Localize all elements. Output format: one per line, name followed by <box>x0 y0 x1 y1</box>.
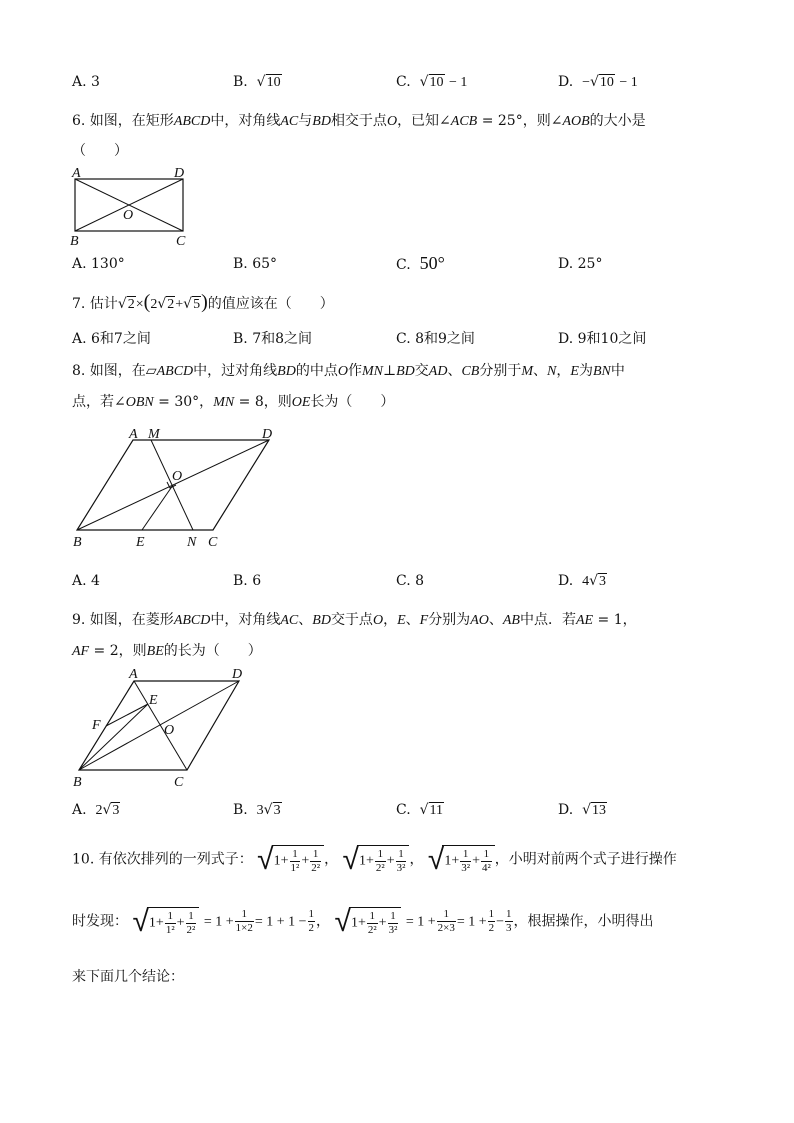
q7-option-c <box>396 328 475 348</box>
fraction <box>186 910 197 936</box>
q7-radicand: 2 <box>127 297 135 312</box>
q9-option-a <box>72 802 120 819</box>
label-b: B <box>70 234 79 249</box>
q9-option-c <box>396 802 444 818</box>
segment-mn <box>151 440 193 530</box>
q5-option-d-tail: − 1 <box>619 75 638 90</box>
q8-option-b <box>233 573 261 589</box>
q7-times: × <box>135 297 144 312</box>
q6-option-b-text: B. 65° <box>233 256 278 272</box>
q9-option-c-label: C. <box>396 802 411 818</box>
q8-var: BN <box>592 364 611 379</box>
q6-stem-text: ，已知∠ <box>397 113 451 129</box>
sqrt-icon: √ <box>256 74 266 90</box>
q10-plus: + <box>451 853 460 869</box>
q9-stem-line1 <box>72 609 637 629</box>
q8-var: N <box>547 364 557 379</box>
q8-option-d <box>558 573 607 590</box>
q10-eq: = 1 + <box>203 914 234 930</box>
q8-var: BD <box>277 364 296 379</box>
sqrt-icon: √ <box>590 74 599 90</box>
q9-option-a-coef: 2 <box>95 803 103 818</box>
numerator: 1 <box>186 910 197 924</box>
q7-option-c-text: C. 8和9之间 <box>396 331 475 347</box>
q8-text: 点，若∠ <box>72 394 126 410</box>
fraction <box>505 908 513 934</box>
q9-var: AF <box>72 644 90 659</box>
sqrt-icon: √ <box>342 842 359 877</box>
fraction <box>235 908 254 934</box>
numerator: 1 <box>375 848 386 862</box>
q8-text: 中 <box>610 363 625 379</box>
q10-text: ，小明对前两个式子进行操作 <box>494 851 677 868</box>
denominator: 3 <box>506 922 512 934</box>
denominator: 2² <box>375 861 385 874</box>
q5-option-a-text: A. 3 <box>72 74 100 90</box>
q6-stem-text: 中，对角线 <box>210 113 281 129</box>
denominator: 2 <box>308 922 315 934</box>
q10-text: 来下面几个结论： <box>72 969 184 985</box>
q9-var: F <box>419 613 429 628</box>
q10-expr-1 <box>132 904 199 939</box>
label-c: C <box>174 775 184 790</box>
q10-plus: + <box>366 853 374 869</box>
numerator: 1 <box>506 908 512 921</box>
fraction <box>388 910 399 936</box>
q9-var: AO <box>470 613 489 628</box>
left-paren-icon: ( <box>143 291 151 313</box>
q9-text: 、 <box>298 612 313 628</box>
q6-option-c-label: C. <box>396 257 411 273</box>
q8-text: 为 <box>578 363 593 379</box>
label-b: B <box>73 535 82 550</box>
q8-text: 、 <box>533 363 548 379</box>
sqrt-icon: √ <box>582 802 592 818</box>
fraction <box>310 848 321 874</box>
fraction <box>488 908 496 934</box>
q8-text: 8. 如图，在 <box>72 363 146 379</box>
q8-var: BD <box>396 364 415 379</box>
q5-option-d-radicand: 10 <box>599 75 614 90</box>
fraction <box>437 908 456 934</box>
sqrt-icon: √ <box>427 842 445 877</box>
fraction <box>290 848 301 874</box>
fraction <box>308 908 316 934</box>
fraction <box>396 848 407 874</box>
q6-rectangle-figure <box>66 163 196 249</box>
q8-var: OBN <box>125 395 154 410</box>
q5-option-a <box>72 74 100 90</box>
q8-var: ABCD <box>156 364 194 379</box>
denominator: 1² <box>165 923 175 936</box>
q10-eq: = 1 + 1 − <box>254 914 307 930</box>
q6-paren-text: （ ） <box>72 143 128 159</box>
q10-text: 时发现： <box>72 913 128 930</box>
numerator: 1 <box>310 848 321 862</box>
q9-var: O <box>372 613 384 628</box>
q10-one: 1 <box>359 853 366 869</box>
q9-option-d-label: D. <box>558 802 574 818</box>
q9-option-b-radicand: 3 <box>273 803 281 818</box>
q8-stem-line2 <box>72 391 394 411</box>
numerator: 1 <box>396 848 407 862</box>
numerator: 1 <box>308 908 315 921</box>
q7-stem-text: 的值应该在（ ） <box>207 296 334 312</box>
q9-text: 分别为 <box>428 612 471 628</box>
fraction <box>367 910 378 936</box>
q6-stem-var: ABCD <box>173 114 211 129</box>
q10-expr-2 <box>334 904 401 939</box>
q9-text: 交于点 <box>330 612 373 628</box>
label-d: D <box>232 667 243 682</box>
q6-stem-text: 与 <box>298 113 313 129</box>
q8-parallelogram-figure <box>68 422 288 552</box>
q10-one: 1 <box>350 915 358 931</box>
q10-expr-3 <box>428 842 495 877</box>
q10-plus: + <box>378 915 387 931</box>
diagonal-ac <box>134 681 187 770</box>
label-d: D <box>174 166 185 181</box>
q5-option-b-label: B. <box>233 74 248 90</box>
q7-option-d-text: D. 9和10之间 <box>558 331 647 347</box>
q8-text: 作 <box>347 363 362 379</box>
q10-one: 1 <box>148 915 156 931</box>
q9-var: BE <box>146 644 164 659</box>
numerator: 1 <box>437 908 456 922</box>
q6-option-d <box>558 256 602 272</box>
q9-text: = 1， <box>593 612 637 628</box>
denominator: 3² <box>388 923 398 936</box>
q7-plus: + <box>175 297 184 312</box>
q10-one: 1 <box>273 853 281 869</box>
q9-text: 的长为（ ） <box>163 643 262 659</box>
numerator: 1 <box>460 848 471 862</box>
q9-option-d-radicand: 13 <box>592 803 607 818</box>
label-e: E <box>136 535 145 550</box>
q5-option-d <box>558 74 638 91</box>
q8-var: MN <box>213 395 235 410</box>
label-m: M <box>148 427 160 442</box>
q7-option-a <box>72 328 151 348</box>
q10-plus: + <box>176 915 185 931</box>
q5-option-b <box>233 74 282 90</box>
q9-rhombus-figure <box>68 664 258 792</box>
q9-text: 、 <box>405 612 420 628</box>
numerator: 1 <box>235 908 254 922</box>
q6-option-c <box>396 253 445 274</box>
q8-option-d-radicand: 3 <box>599 574 607 589</box>
q7-stem-text: 7. 估计 <box>72 296 118 312</box>
fraction <box>481 848 492 874</box>
label-a: A <box>129 427 138 442</box>
sqrt-icon: √ <box>334 904 351 939</box>
sqrt-icon: √ <box>257 842 274 877</box>
q10-one: 1 <box>444 853 452 869</box>
q9-text: 中点．若 <box>519 612 576 628</box>
q9-option-a-radicand: 3 <box>112 803 120 818</box>
q9-text: 9. 如图，在菱形 <box>72 612 174 628</box>
q8-var: O <box>337 364 348 379</box>
sqrt-icon: √ <box>419 74 429 90</box>
denominator: 4² <box>481 861 491 874</box>
q10-stem-line1 <box>72 842 677 877</box>
denominator: 2×3 <box>437 922 455 934</box>
q9-option-c-radicand: 11 <box>429 803 443 818</box>
q8-option-a-text: A. 4 <box>72 573 100 589</box>
q6-stem-var: O <box>386 114 398 129</box>
q9-option-b-label: B. <box>233 802 248 818</box>
q5-option-c <box>396 74 467 91</box>
q6-stem-var: ACB <box>450 114 478 129</box>
denominator: 2 <box>488 922 495 934</box>
q9-option-a-label: A. <box>72 802 87 818</box>
q5-option-c-label: C. <box>396 74 411 90</box>
numerator: 1 <box>388 910 399 924</box>
denominator: 1² <box>290 861 300 874</box>
q9-var: AB <box>502 613 520 628</box>
q8-text: 分别于 <box>479 363 522 379</box>
q10-text: 10. 有依次排列的一列式子： <box>72 851 253 868</box>
denominator: 2² <box>311 861 321 874</box>
q6-stem-var: AOB <box>562 114 590 129</box>
numerator: 1 <box>367 910 378 924</box>
q10-eq: = 1 + <box>405 914 436 930</box>
q10-stem-line2 <box>72 904 654 939</box>
fraction <box>375 848 386 874</box>
q5-option-c-tail: − 1 <box>448 75 468 90</box>
q8-var: M <box>521 364 534 379</box>
q8-option-b-text: B. 6 <box>233 573 262 589</box>
q6-stem-text: 6. 如图，在矩形 <box>72 113 174 129</box>
sqrt-icon: √ <box>157 296 167 312</box>
q10-eq: = 1 + <box>456 914 487 930</box>
q8-option-d-label: D. <box>558 573 574 589</box>
numerator: 1 <box>165 910 176 924</box>
q6-stem-text: = 25°，则∠ <box>477 113 563 129</box>
q10-plus: + <box>472 853 480 869</box>
q8-text: 的中点 <box>295 363 338 379</box>
denominator: 1×2 <box>235 922 253 934</box>
denominator: 3² <box>396 861 406 874</box>
q6-option-c-value: 50° <box>419 253 445 273</box>
diagonal-bd <box>79 681 239 770</box>
q8-option-c-text: C. 8 <box>396 573 425 589</box>
label-d: D <box>262 427 273 442</box>
q8-text: 交 <box>414 363 429 379</box>
sqrt-icon: √ <box>589 573 599 589</box>
q5-option-d-minus: − <box>582 75 590 90</box>
label-f: F <box>92 718 101 733</box>
q7-option-d <box>558 328 646 348</box>
q6-option-d-text: D. 25° <box>558 256 603 272</box>
q10-expr-1 <box>257 842 324 877</box>
q10-comma: ， <box>409 851 424 868</box>
q7-radicand: 2 <box>167 297 175 312</box>
q9-var: E <box>397 613 406 628</box>
parallelogram-icon: ▱ <box>145 363 157 379</box>
denominator: 2² <box>186 923 196 936</box>
q9-text: 、 <box>488 612 503 628</box>
q10-minus: − <box>496 914 505 930</box>
sqrt-icon: √ <box>102 802 112 818</box>
q7-option-a-text: A. 6和7之间 <box>72 331 151 347</box>
label-e: E <box>149 693 158 708</box>
label-a: A <box>129 667 138 682</box>
q9-var: AC <box>280 613 299 628</box>
q9-option-d <box>558 802 607 818</box>
q7-radicand: 5 <box>193 297 201 312</box>
q6-option-a-text: A. 130° <box>72 256 125 272</box>
label-a: A <box>72 166 81 181</box>
sqrt-icon: √ <box>263 802 273 818</box>
fraction <box>460 848 471 874</box>
q8-var: OE <box>291 395 311 410</box>
label-o: O <box>172 469 183 484</box>
perpendicular-icon: ⊥ <box>382 364 397 379</box>
q9-text: = 2，则 <box>89 643 147 659</box>
q7-coef: 2 <box>150 297 158 312</box>
sqrt-icon: √ <box>117 296 127 312</box>
q8-text: 中，过对角线 <box>193 363 278 379</box>
q10-plus: + <box>280 853 289 869</box>
q5-option-b-radicand: 10 <box>266 75 281 90</box>
q8-text: = 30°， <box>153 394 214 410</box>
numerator: 1 <box>290 848 301 862</box>
label-o: O <box>123 208 134 223</box>
label-n: N <box>187 535 197 550</box>
sqrt-icon: √ <box>183 296 193 312</box>
label-c: C <box>208 535 218 550</box>
denominator: 2² <box>367 923 377 936</box>
q8-var: CB <box>461 364 480 379</box>
fraction <box>165 910 176 936</box>
q9-option-b <box>233 802 282 819</box>
q6-option-b <box>233 256 277 272</box>
q8-var: MN <box>361 364 383 379</box>
q8-text: 、 <box>447 363 462 379</box>
q10-plus: + <box>386 853 395 869</box>
q10-plus: + <box>301 853 310 869</box>
right-paren-icon: ) <box>201 291 208 313</box>
q8-stem-line1 <box>72 360 625 380</box>
label-b: B <box>73 775 82 790</box>
q8-text: ， <box>556 363 571 379</box>
q10-expr-2 <box>343 842 410 877</box>
q6-stem-text: 相交于点 <box>330 113 387 129</box>
q8-option-c <box>396 573 424 589</box>
q8-text: 长为（ ） <box>310 394 395 410</box>
q10-comma: ， <box>316 913 331 930</box>
q6-stem <box>72 110 646 130</box>
q9-option-b-coef: 3 <box>256 803 264 818</box>
q5-option-c-radicand: 10 <box>429 75 444 90</box>
q10-stem-line3 <box>72 966 184 986</box>
label-o: O <box>164 723 175 738</box>
q6-stem-var: BD <box>312 114 331 129</box>
q9-var: AE <box>575 613 594 628</box>
sqrt-icon: √ <box>132 904 149 939</box>
q8-option-a <box>72 573 100 589</box>
q9-var: BD <box>312 613 331 628</box>
q7-stem <box>72 291 334 314</box>
q8-var: E <box>570 364 579 379</box>
q9-text: 中，对角线 <box>210 612 281 628</box>
q5-option-d-label: D. <box>558 74 574 90</box>
q9-stem-line2 <box>72 640 262 660</box>
q7-option-b-text: B. 7和8之间 <box>233 331 313 347</box>
sqrt-icon: √ <box>419 802 429 818</box>
q9-text: ， <box>383 612 398 628</box>
label-c: C <box>176 234 186 249</box>
q8-option-d-coef: 4 <box>582 574 590 589</box>
q8-var: AD <box>428 364 448 379</box>
q10-plus: + <box>155 915 164 931</box>
q7-option-b <box>233 328 312 348</box>
q6-option-a <box>72 256 125 272</box>
denominator: 3² <box>461 861 471 874</box>
numerator: 1 <box>488 908 495 921</box>
q6-stem-text: 的大小是 <box>589 113 646 129</box>
q10-text: ，根据操作，小明得出 <box>513 913 654 930</box>
q9-var: ABCD <box>173 613 211 628</box>
q8-text: = 8，则 <box>234 394 292 410</box>
q10-plus: + <box>357 915 366 931</box>
q6-stem-var: AC <box>280 114 299 129</box>
q6-paren <box>72 140 128 160</box>
q10-comma: ， <box>324 851 339 868</box>
numerator: 1 <box>481 848 492 862</box>
